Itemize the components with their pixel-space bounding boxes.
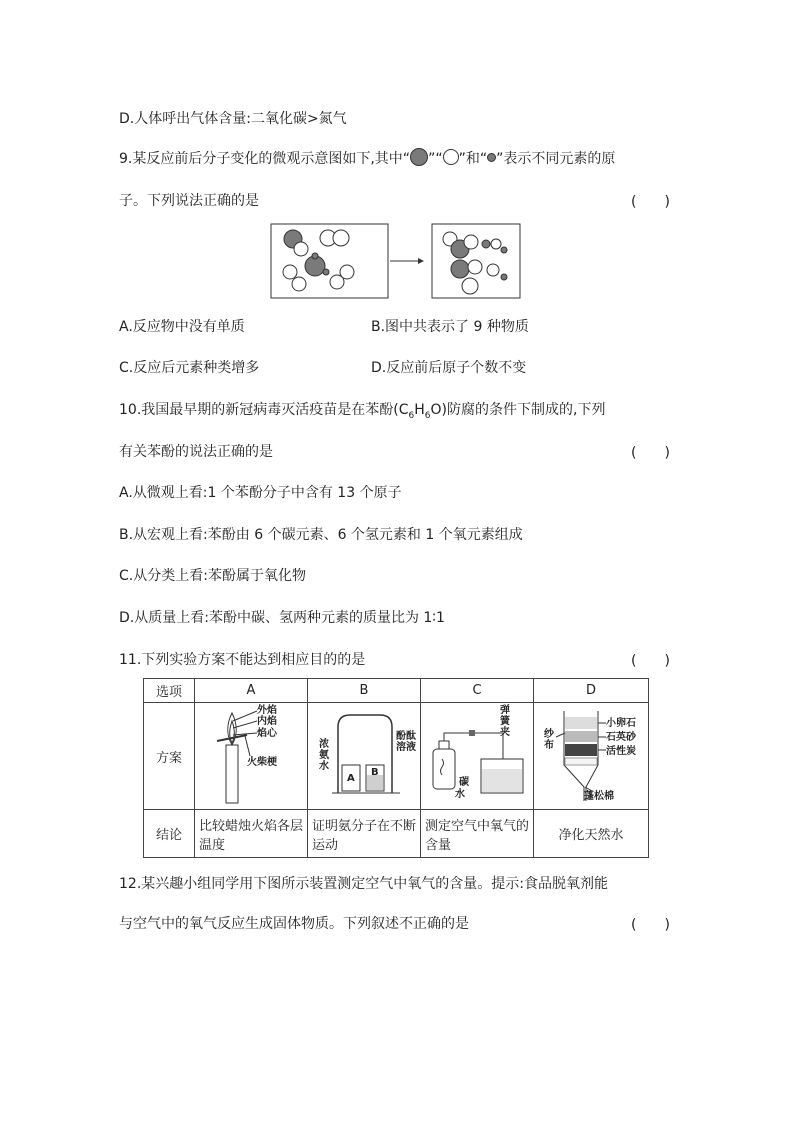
q9-answer-paren: ( )	[631, 194, 670, 210]
conclusion-b: 证明氨分子在不断运动	[308, 810, 421, 858]
q12-answer-paren: ( )	[631, 917, 670, 933]
scheme-c-flask	[421, 703, 534, 810]
q9-option-c: C.反应后元素种类增多	[119, 360, 260, 376]
q9-option-b: B.图中共表示了 9 种物质	[371, 319, 529, 335]
q10-text-b: O)防腐的条件下制成的,下列	[430, 402, 606, 418]
q10-stem-line2: 有关苯酚的说法正确的是	[119, 444, 273, 460]
q10-option-d: D.从质量上看:苯酚中碳、氢两种元素的质量比为 1∶1	[119, 610, 445, 626]
q9-stem-line1	[119, 148, 615, 169]
header-d: D	[534, 679, 649, 703]
table-scheme-row	[144, 703, 649, 810]
q9-option-d: D.反应前后原子个数不变	[371, 360, 527, 376]
header-a: A	[195, 679, 308, 703]
q8-option-d: D.人体呼出气体含量:二氧化碳>氮气	[119, 111, 347, 127]
conclusion-d: 净化天然水	[534, 810, 649, 858]
q9-reaction-diagram	[268, 222, 523, 302]
q11-experiment-table	[143, 678, 649, 858]
label-beaker-b: B	[371, 767, 379, 778]
header-b: B	[308, 679, 421, 703]
q10-text-h: H	[414, 402, 425, 418]
table-header-row	[144, 679, 649, 703]
q9-option-a: A.反应物中没有单质	[119, 319, 245, 335]
label-activated-carbon: 活性炭	[606, 746, 636, 757]
label-phenolphthalein: 酚酞溶液	[396, 731, 416, 753]
q9-stem-line2: 子。下列说法正确的是	[119, 193, 259, 209]
conclusion-label: 结论	[144, 810, 195, 858]
q10-sub-c: 6	[408, 410, 415, 421]
label-quartz-sand: 石英砂	[606, 732, 636, 743]
scheme-d-filter	[534, 703, 649, 810]
label-cotton: 蓬松棉	[584, 791, 614, 802]
q10-answer-paren: ( )	[631, 445, 670, 461]
white-atom-icon	[443, 149, 459, 165]
q9-text-d: ”表示不同元素的原	[496, 151, 616, 167]
q10-sub-h: 6	[424, 410, 431, 421]
q11-answer-paren: ( )	[631, 653, 670, 669]
candle-diagram	[195, 703, 307, 809]
label-spring-clip: 弹簧夹	[500, 705, 510, 738]
label-ammonia: 浓氨水	[319, 739, 329, 772]
scheme-a-candle	[195, 703, 308, 810]
header-option: 选项	[144, 679, 195, 703]
label-water: 水	[455, 789, 465, 800]
label-pebble: 小卵石	[606, 718, 636, 729]
q10-option-b: B.从宏观上看:苯酚由 6 个碳元素、6 个氢元素和 1 个氧元素组成	[119, 527, 523, 543]
label-carbon: 碳	[459, 777, 469, 788]
q10-option-a: A.从微观上看:1 个苯酚分子中含有 13 个原子	[119, 485, 402, 501]
conclusion-c: 测定空气中氧气的含量	[421, 810, 534, 858]
q10-text-a: 10.我国最早期的新冠病毒灭活疫苗是在苯酚(C	[119, 402, 409, 418]
q12-stem-line2: 与空气中的氧气反应生成固体物质。下列叙述不正确的是	[119, 916, 469, 932]
q10-option-c: C.从分类上看:苯酚属于氧化物	[119, 568, 306, 584]
q9-text-b: ”“	[428, 151, 443, 167]
label-gauze: 纱布	[544, 729, 554, 751]
scheme-label: 方案	[144, 703, 195, 810]
label-inner-flame: 内焰	[257, 716, 277, 727]
q9-text-c: ”和“	[458, 151, 488, 167]
label-match-stick: 火柴梗	[247, 757, 277, 768]
label-flame-core: 焰心	[257, 728, 277, 739]
q11-stem: 11.下列实验方案不能达到相应目的的是	[119, 652, 366, 668]
label-beaker-a: A	[347, 773, 355, 784]
table-conclusion-row	[144, 810, 649, 858]
small-atom-icon	[487, 153, 496, 162]
flask-diagram	[421, 703, 533, 809]
q10-stem-line1	[119, 400, 605, 426]
q12-stem-line1: 12.某兴趣小组同学用下图所示装置测定空气中氧气的含量。提示:食品脱氧剂能	[119, 876, 608, 892]
header-c: C	[421, 679, 534, 703]
dark-atom-icon	[410, 148, 428, 166]
q9-text-a: 9.某反应前后分子变化的微观示意图如下,其中“	[119, 151, 411, 167]
scheme-b-beaker	[308, 703, 421, 810]
label-outer-flame: 外焰	[257, 705, 277, 716]
conclusion-a: 比较蜡烛火焰各层温度	[195, 810, 308, 858]
